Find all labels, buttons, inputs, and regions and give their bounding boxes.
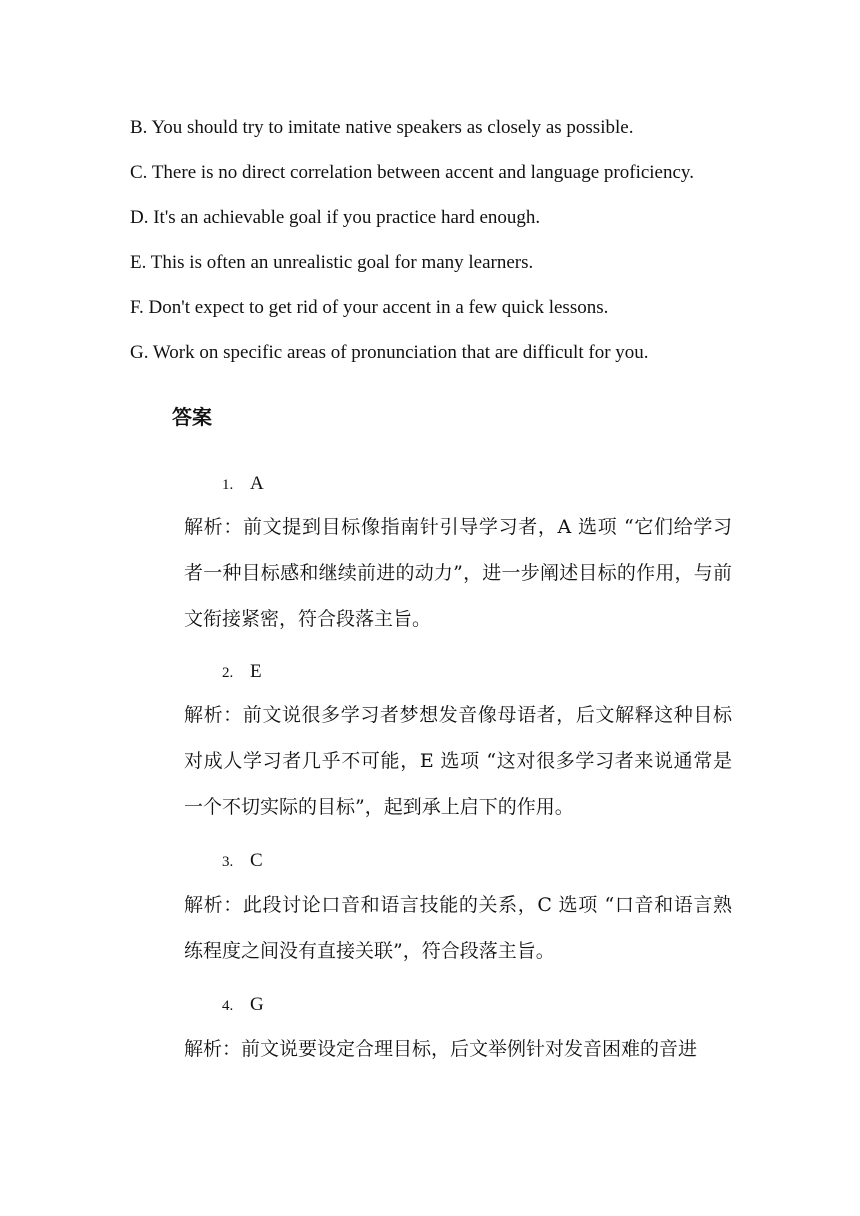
answer-letter: C xyxy=(250,850,263,871)
answer-number: 3. xyxy=(222,854,234,870)
answer-number: 1. xyxy=(222,477,234,493)
answer-heading: 答案 xyxy=(172,405,212,429)
answer-letter: E xyxy=(250,661,262,682)
option-b: B. You should try to imitate native speakers as closely as possible. xyxy=(130,117,634,138)
answer-number: 2. xyxy=(222,665,234,681)
answer-letter: G xyxy=(250,994,264,1015)
answer-explanation: 解析：前文说要设定合理目标，后文举例针对发音困难的音进 xyxy=(184,1038,698,1060)
answer-explanation: 解析：前文说很多学习者梦想发音像母语者，后文解释这种目标对成人学习者几乎不可能，E 选项 “这对很多学习者来说通常是一个不切实际的目标”，起到承上启下的作用。 xyxy=(184,704,732,818)
option-d: D. It's an achievable goal if you practice hard enough. xyxy=(130,207,541,228)
answer-explanation: 解析：前文提到目标像指南针引导学习者，A 选项 “它们给学习者一种目标感和继续前进的动力”，进一步阐述目标的作用，与前文衔接紧密，符合段落主旨。 xyxy=(184,516,732,630)
answer-letter: A xyxy=(250,473,264,494)
option-e: E. This is often an unrealistic goal for many learners. xyxy=(130,252,534,273)
option-g: G. Work on specific areas of pronunciation that are difficult for you. xyxy=(130,342,649,363)
answer-explanation: 解析：此段讨论口音和语言技能的关系，C 选项 “口音和语言熟练程度之间没有直接关联”，符合段落主旨。 xyxy=(184,894,732,962)
option-f: F. Don't expect to get rid of your accent in a few quick lessons. xyxy=(130,297,609,318)
option-c: C. There is no direct correlation between accent and language proficiency. xyxy=(130,162,694,183)
answer-number: 4. xyxy=(222,998,234,1014)
